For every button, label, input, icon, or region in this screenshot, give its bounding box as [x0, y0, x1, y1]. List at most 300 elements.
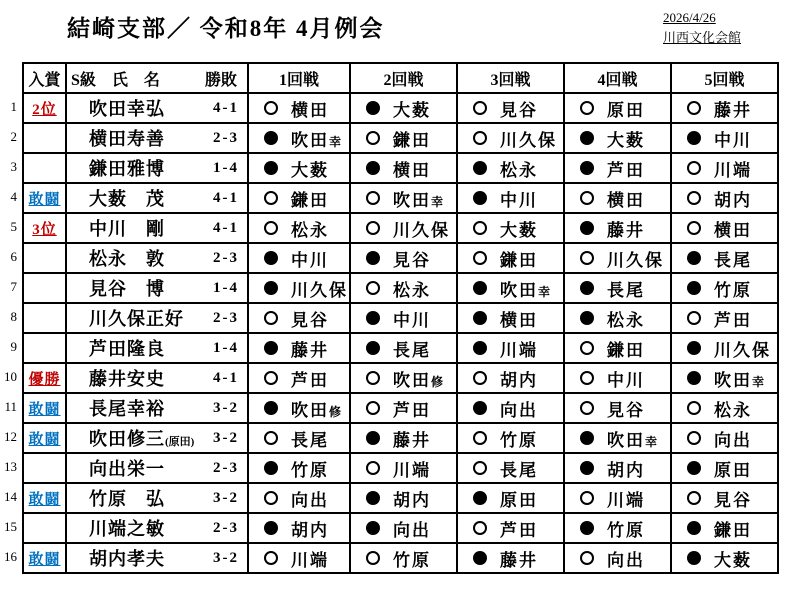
- round-result-cell: [350, 303, 457, 333]
- round-result-cell: [350, 453, 457, 483]
- row-number: 16: [4, 549, 17, 564]
- row-number: 6: [10, 249, 17, 264]
- prize-cell: [23, 213, 66, 243]
- round-result-cell: [248, 453, 350, 483]
- opponent-name: 藤井: [291, 340, 329, 360]
- loss-circle-icon: [473, 161, 487, 175]
- win-circle-icon: [580, 251, 594, 265]
- player-name: 藤井安史: [89, 369, 165, 389]
- loss-circle-icon: [366, 341, 380, 355]
- row-number: 5: [10, 219, 17, 234]
- row-number: 15: [4, 519, 17, 534]
- round-result-cell: [671, 513, 778, 543]
- win-circle-icon: [366, 371, 380, 385]
- round-result-cell: [248, 513, 350, 543]
- round-result-cell: [248, 93, 350, 123]
- win-circle-icon: [473, 521, 487, 535]
- win-circle-icon: [473, 131, 487, 145]
- loss-circle-icon: [580, 131, 594, 145]
- opponent-name: 吹田幸: [500, 280, 551, 300]
- loss-circle-icon: [473, 281, 487, 295]
- player-name-cell: [66, 513, 248, 543]
- opponent-name: 川端: [500, 340, 538, 360]
- round-result-cell: [248, 423, 350, 453]
- player-row: [23, 153, 778, 183]
- player-name: 大薮 茂: [89, 189, 165, 209]
- opponent-name: 竹原: [291, 460, 329, 480]
- player-row: [23, 363, 778, 393]
- loss-circle-icon: [580, 311, 594, 325]
- opponent-name: 大薮: [500, 220, 538, 240]
- player-name: 中川 剛: [89, 219, 165, 239]
- prize-cell: [23, 183, 66, 213]
- opponent-name: 鎌田: [607, 340, 645, 360]
- round-result-cell: [457, 183, 564, 213]
- round-result-cell: [457, 363, 564, 393]
- col-header-name: [66, 63, 248, 93]
- loss-circle-icon: [473, 401, 487, 415]
- win-circle-icon: [264, 371, 278, 385]
- player-row: [23, 303, 778, 333]
- prize-cell: [23, 513, 66, 543]
- opponent-name: 鎌田: [393, 130, 431, 150]
- round-result-cell: [671, 273, 778, 303]
- loss-circle-icon: [366, 101, 380, 115]
- round-result-cell: [457, 273, 564, 303]
- loss-circle-icon: [687, 341, 701, 355]
- round-result-cell: [350, 393, 457, 423]
- loss-circle-icon: [366, 161, 380, 175]
- opponent-name: 吹田幸: [714, 370, 765, 390]
- win-circle-icon: [473, 371, 487, 385]
- col-header-round-2: 2回戦: [350, 63, 457, 93]
- loss-circle-icon: [687, 281, 701, 295]
- round-result-cell: [671, 303, 778, 333]
- prize-cell: [23, 243, 66, 273]
- player-name: 松永 敦: [89, 249, 165, 269]
- opponent-name: 向出: [500, 400, 538, 420]
- loss-circle-icon: [366, 431, 380, 445]
- prize-cell: [23, 393, 66, 423]
- round-result-cell: [248, 543, 350, 573]
- player-name: 吹田修三(原田): [89, 429, 195, 449]
- win-circle-icon: [687, 431, 701, 445]
- loss-circle-icon: [580, 221, 594, 235]
- player-name: 胡内孝夫: [89, 549, 165, 569]
- loss-circle-icon: [264, 161, 278, 175]
- round-result-cell: [350, 183, 457, 213]
- round-result-cell: [457, 423, 564, 453]
- opponent-name: 吹田修: [393, 370, 444, 390]
- col-header-round-1: 1回戦: [248, 63, 350, 93]
- win-loss-record: 2-3: [213, 249, 239, 266]
- round-result-cell: [248, 243, 350, 273]
- win-loss-record: 3-2: [213, 489, 239, 506]
- loss-circle-icon: [687, 521, 701, 535]
- opponent-name: 藤井: [714, 100, 752, 120]
- prize-cell: [23, 303, 66, 333]
- prize-cell: [23, 543, 66, 573]
- prize-label: 敢闘: [28, 191, 61, 208]
- opponent-name: 横田: [714, 220, 752, 240]
- prize-cell: [23, 483, 66, 513]
- round-result-cell: [457, 153, 564, 183]
- round-result-cell: [248, 333, 350, 363]
- opponent-name: 大薮: [291, 160, 329, 180]
- player-name: 鎌田雅博: [89, 159, 165, 179]
- col-header-prize: 入賞: [23, 63, 66, 93]
- opponent-name: 川久保: [393, 220, 450, 240]
- loss-circle-icon: [264, 461, 278, 475]
- opponent-name: 芦田: [500, 520, 538, 540]
- player-name-cell: [66, 333, 248, 363]
- opponent-name: 長尾: [500, 460, 538, 480]
- header-row: [23, 63, 778, 93]
- win-circle-icon: [473, 101, 487, 115]
- opponent-name: 川端: [393, 460, 431, 480]
- opponent-name: 芦田: [393, 400, 431, 420]
- opponent-name: 川端: [714, 160, 752, 180]
- player-row: [23, 183, 778, 213]
- player-name-cell: [66, 423, 248, 453]
- col-header-record-label: 勝敗: [204, 71, 237, 89]
- round-result-cell: [564, 183, 671, 213]
- player-name: 吹田幸弘: [89, 99, 165, 119]
- opponent-name: 松永: [500, 160, 538, 180]
- round-result-cell: [457, 483, 564, 513]
- loss-circle-icon: [580, 281, 594, 295]
- win-circle-icon: [687, 491, 701, 505]
- player-row: [23, 513, 778, 543]
- opponent-name: 見谷: [500, 100, 538, 120]
- loss-circle-icon: [366, 521, 380, 535]
- opponent-name: 鎌田: [291, 190, 329, 210]
- loss-circle-icon: [580, 521, 594, 535]
- round-result-cell: [564, 423, 671, 453]
- round-result-cell: [457, 213, 564, 243]
- round-result-cell: [457, 333, 564, 363]
- opponent-name: 向出: [291, 490, 329, 510]
- win-loss-record: 2-3: [213, 519, 239, 536]
- opponent-name: 長尾: [714, 250, 752, 270]
- win-circle-icon: [687, 311, 701, 325]
- loss-circle-icon: [264, 281, 278, 295]
- round-result-cell: [350, 123, 457, 153]
- round-result-cell: [671, 153, 778, 183]
- win-loss-record: 4-1: [213, 99, 239, 116]
- event-date: 2026/4/26: [663, 10, 716, 25]
- win-circle-icon: [687, 401, 701, 415]
- loss-circle-icon: [687, 371, 701, 385]
- round-result-cell: [457, 123, 564, 153]
- win-loss-record: 4-1: [213, 369, 239, 386]
- opponent-name: 大薮: [393, 100, 431, 120]
- row-number: 10: [4, 369, 17, 384]
- opponent-name: 向出: [393, 520, 431, 540]
- player-row: [23, 393, 778, 423]
- round-result-cell: [350, 153, 457, 183]
- win-loss-record: 1-4: [213, 159, 239, 176]
- player-row: [23, 213, 778, 243]
- player-name-cell: [66, 183, 248, 213]
- win-circle-icon: [580, 551, 594, 565]
- opponent-name: 鎌田: [714, 520, 752, 540]
- opponent-name: 横田: [500, 310, 538, 330]
- loss-circle-icon: [473, 551, 487, 565]
- win-circle-icon: [473, 461, 487, 475]
- win-circle-icon: [264, 431, 278, 445]
- loss-circle-icon: [473, 311, 487, 325]
- round-result-cell: [248, 123, 350, 153]
- opponent-name: 大薮: [714, 550, 752, 570]
- win-loss-record: 4-1: [213, 219, 239, 236]
- opponent-name: 胡内: [714, 190, 752, 210]
- loss-circle-icon: [687, 251, 701, 265]
- win-circle-icon: [687, 191, 701, 205]
- win-circle-icon: [687, 161, 701, 175]
- player-name-cell: [66, 543, 248, 573]
- player-name-cell: [66, 243, 248, 273]
- round-result-cell: [457, 303, 564, 333]
- round-result-cell: [350, 543, 457, 573]
- player-row: [23, 243, 778, 273]
- round-result-cell: [564, 123, 671, 153]
- player-name-cell: [66, 393, 248, 423]
- player-name: 横田寿善: [89, 129, 165, 149]
- win-loss-record: 3-2: [213, 399, 239, 416]
- opponent-name: 中川: [291, 250, 329, 270]
- col-header-round-3: 3回戦: [457, 63, 564, 93]
- player-name: 見谷 博: [89, 279, 165, 299]
- round-result-cell: [350, 333, 457, 363]
- opponent-name: 原田: [714, 460, 752, 480]
- opponent-name: 吹田幸: [291, 130, 342, 150]
- row-number: 7: [10, 279, 17, 294]
- prize-cell: [23, 333, 66, 363]
- win-loss-record: 1-4: [213, 279, 239, 296]
- round-result-cell: [350, 273, 457, 303]
- loss-circle-icon: [264, 341, 278, 355]
- player-row: [23, 423, 778, 453]
- round-result-cell: [564, 303, 671, 333]
- opponent-name: 藤井: [500, 550, 538, 570]
- venue-name: 川西文化会館: [663, 30, 742, 46]
- round-result-cell: [248, 363, 350, 393]
- prize-label: 敢闘: [28, 551, 61, 568]
- round-result-cell: [671, 363, 778, 393]
- player-name-cell: [66, 213, 248, 243]
- opponent-name: 川久保: [500, 130, 557, 150]
- win-circle-icon: [264, 101, 278, 115]
- round-result-cell: [671, 483, 778, 513]
- prize-label: 2位: [32, 101, 57, 118]
- prize-label: 優勝: [28, 371, 61, 388]
- opponent-name: 吹田修: [291, 400, 342, 420]
- player-name-cell: [66, 483, 248, 513]
- prize-label: 敢闘: [28, 431, 61, 448]
- win-circle-icon: [580, 491, 594, 505]
- win-circle-icon: [366, 461, 380, 475]
- player-name-cell: [66, 303, 248, 333]
- round-result-cell: [350, 213, 457, 243]
- row-number-gutter: [0, 92, 17, 572]
- win-circle-icon: [264, 221, 278, 235]
- win-circle-icon: [264, 311, 278, 325]
- round-result-cell: [457, 393, 564, 423]
- opponent-name: 中川: [714, 130, 752, 150]
- opponent-name: 横田: [607, 190, 645, 210]
- win-loss-record: 2-3: [213, 459, 239, 476]
- win-circle-icon: [580, 341, 594, 355]
- prize-label: 敢闘: [28, 491, 61, 508]
- player-row: [23, 93, 778, 123]
- opponent-name: 竹原: [500, 430, 538, 450]
- win-circle-icon: [366, 221, 380, 235]
- win-loss-record: 2-3: [213, 129, 239, 146]
- opponent-name: 松永: [393, 280, 431, 300]
- row-number: 3: [10, 159, 17, 174]
- round-result-cell: [350, 93, 457, 123]
- win-circle-icon: [580, 191, 594, 205]
- opponent-name: 松永: [607, 310, 645, 330]
- row-number: 4: [10, 189, 17, 204]
- player-name-cell: [66, 453, 248, 483]
- loss-circle-icon: [687, 131, 701, 145]
- opponent-name: 芦田: [291, 370, 329, 390]
- opponent-name: 向出: [607, 550, 645, 570]
- page-title: 結崎支部／ 令和8年 4月例会: [67, 16, 385, 41]
- opponent-name: 中川: [500, 190, 538, 210]
- win-loss-record: 2-3: [213, 309, 239, 326]
- round-result-cell: [564, 393, 671, 423]
- win-circle-icon: [473, 251, 487, 265]
- round-result-cell: [564, 243, 671, 273]
- opponent-name: 見谷: [393, 250, 431, 270]
- prize-cell: [23, 123, 66, 153]
- opponent-name: 藤井: [607, 220, 645, 240]
- loss-circle-icon: [473, 191, 487, 205]
- round-result-cell: [248, 273, 350, 303]
- round-result-cell: [564, 333, 671, 363]
- round-result-cell: [248, 303, 350, 333]
- opponent-name: 原田: [500, 490, 538, 510]
- loss-circle-icon: [264, 131, 278, 145]
- round-result-cell: [671, 93, 778, 123]
- player-name: 川久保正好: [89, 309, 184, 329]
- row-number: 9: [10, 339, 17, 354]
- round-result-cell: [564, 363, 671, 393]
- opponent-name: 松永: [714, 400, 752, 420]
- opponent-name: 竹原: [393, 550, 431, 570]
- win-circle-icon: [473, 431, 487, 445]
- row-number: 11: [4, 399, 17, 414]
- opponent-name: 向出: [714, 430, 752, 450]
- round-result-cell: [248, 213, 350, 243]
- round-result-cell: [671, 333, 778, 363]
- round-result-cell: [564, 543, 671, 573]
- win-loss-record: 3-2: [213, 549, 239, 566]
- win-circle-icon: [264, 491, 278, 505]
- round-result-cell: [457, 93, 564, 123]
- player-name: 芦田隆良: [89, 339, 165, 359]
- opponent-name: 中川: [393, 310, 431, 330]
- loss-circle-icon: [580, 431, 594, 445]
- win-circle-icon: [366, 131, 380, 145]
- prize-label: 敢闘: [28, 401, 61, 418]
- prize-label: 3位: [32, 221, 57, 238]
- round-result-cell: [350, 483, 457, 513]
- opponent-name: 吹田幸: [607, 430, 658, 450]
- opponent-name: 見谷: [607, 400, 645, 420]
- round-result-cell: [248, 393, 350, 423]
- opponent-name: 鎌田: [500, 250, 538, 270]
- player-name-cell: [66, 153, 248, 183]
- win-circle-icon: [580, 371, 594, 385]
- opponent-name: 川久保: [714, 340, 771, 360]
- loss-circle-icon: [264, 521, 278, 535]
- round-result-cell: [457, 453, 564, 483]
- loss-circle-icon: [687, 551, 701, 565]
- player-name: 川端之敏: [89, 519, 165, 539]
- player-row: [23, 273, 778, 303]
- opponent-name: 見谷: [291, 310, 329, 330]
- loss-circle-icon: [366, 311, 380, 325]
- win-circle-icon: [580, 401, 594, 415]
- col-header-round-5: 5回戦: [671, 63, 778, 93]
- player-name-cell: [66, 363, 248, 393]
- round-result-cell: [671, 123, 778, 153]
- win-circle-icon: [580, 101, 594, 115]
- round-result-cell: [457, 243, 564, 273]
- opponent-name: 胡内: [393, 490, 431, 510]
- row-number: 13: [4, 459, 17, 474]
- round-result-cell: [564, 483, 671, 513]
- player-name-cell: [66, 123, 248, 153]
- player-name: 向出栄一: [89, 459, 165, 479]
- opponent-name: 川端: [607, 490, 645, 510]
- round-result-cell: [564, 453, 671, 483]
- round-result-cell: [671, 423, 778, 453]
- round-result-cell: [248, 183, 350, 213]
- prize-cell: [23, 93, 66, 123]
- row-number: 14: [4, 489, 17, 504]
- opponent-name: 長尾: [291, 430, 329, 450]
- loss-circle-icon: [473, 341, 487, 355]
- loss-circle-icon: [264, 401, 278, 415]
- round-result-cell: [350, 363, 457, 393]
- player-name-cell: [66, 93, 248, 123]
- round-result-cell: [564, 513, 671, 543]
- opponent-name: 松永: [291, 220, 329, 240]
- opponent-name: 吹田幸: [393, 190, 444, 210]
- opponent-name: 胡内: [607, 460, 645, 480]
- results-table: [22, 62, 779, 574]
- opponent-name: 横田: [393, 160, 431, 180]
- opponent-name: 川久保: [291, 280, 348, 300]
- win-circle-icon: [366, 401, 380, 415]
- opponent-name: 川端: [291, 550, 329, 570]
- loss-circle-icon: [264, 251, 278, 265]
- round-result-cell: [671, 243, 778, 273]
- win-circle-icon: [473, 221, 487, 235]
- player-name: 竹原 弘: [89, 489, 165, 509]
- player-row: [23, 333, 778, 363]
- opponent-name: 胡内: [500, 370, 538, 390]
- opponent-name: 芦田: [714, 310, 752, 330]
- round-result-cell: [457, 543, 564, 573]
- opponent-name: 長尾: [393, 340, 431, 360]
- prize-cell: [23, 423, 66, 453]
